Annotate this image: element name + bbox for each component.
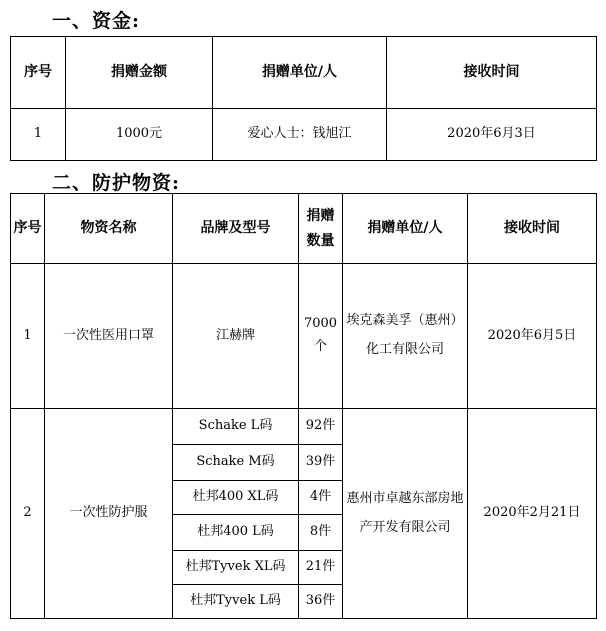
supplies-row2-brand-1: Schake L码: [173, 409, 299, 445]
supplies-row2-donor: 惠州市卓越东部房地产开发有限公司: [343, 409, 468, 619]
supplies-row2-qty-1: 92件: [299, 409, 343, 445]
supplies-row2-brand-3: 杜邦400 XL码: [173, 481, 299, 515]
supplies-row1-name: 一次性医用口罩: [45, 264, 173, 409]
funds-header-amount: 捐赠金额: [66, 37, 213, 109]
supplies-row2-qty-3: 4件: [299, 481, 343, 515]
funds-header-no: 序号: [11, 37, 66, 109]
supplies-header-name: 物资名称: [45, 194, 173, 264]
funds-header-donor: 捐赠单位/人: [213, 37, 387, 109]
supplies-row2-name: 一次性防护服: [45, 409, 173, 619]
funds-cell-amount: 1000元: [66, 109, 213, 161]
supplies-row2-no: 2: [11, 409, 45, 619]
supplies-header-donor: 捐赠单位/人: [343, 194, 468, 264]
supplies-header-no: 序号: [11, 194, 45, 264]
section-2-title: 二、防护物资:: [52, 172, 181, 194]
supplies-header-date: 接收时间: [468, 194, 597, 264]
supplies-row2-qty-2: 39件: [299, 445, 343, 481]
supplies-row1-brand: 江赫牌: [173, 264, 299, 409]
funds-cell-no: 1: [11, 109, 66, 161]
supplies-row2-qty-5: 21件: [299, 551, 343, 585]
supplies-header-brand: 品牌及型号: [173, 194, 299, 264]
supplies-row2-qty-4: 8件: [299, 515, 343, 551]
supplies-row2-brand-4: 杜邦400 L码: [173, 515, 299, 551]
funds-cell-donor: 爱心人士：钱旭江: [213, 109, 387, 161]
supplies-row2-date: 2020年2月21日: [468, 409, 597, 619]
supplies-row1-no: 1: [11, 264, 45, 409]
funds-table: [10, 36, 597, 161]
supplies-row2-brand-2: Schake M码: [173, 445, 299, 481]
supplies-row2-brand-6: 杜邦Tyvek L码: [173, 585, 299, 619]
supplies-row1-qty: 7000个: [299, 264, 343, 409]
supplies-table: [10, 193, 597, 619]
supplies-row1-date: 2020年6月5日: [468, 264, 597, 409]
supplies-header-qty: 捐赠数量: [299, 194, 343, 264]
supplies-row2-brand-5: 杜邦Tyvek XL码: [173, 551, 299, 585]
funds-header-date: 接收时间: [387, 37, 597, 109]
supplies-row1-donor: 埃克森美孚（惠州）化工有限公司: [343, 264, 468, 409]
supplies-row2-qty-6: 36件: [299, 585, 343, 619]
funds-cell-date: 2020年6月3日: [387, 109, 597, 161]
section-1-title: 一、资金:: [52, 10, 141, 32]
